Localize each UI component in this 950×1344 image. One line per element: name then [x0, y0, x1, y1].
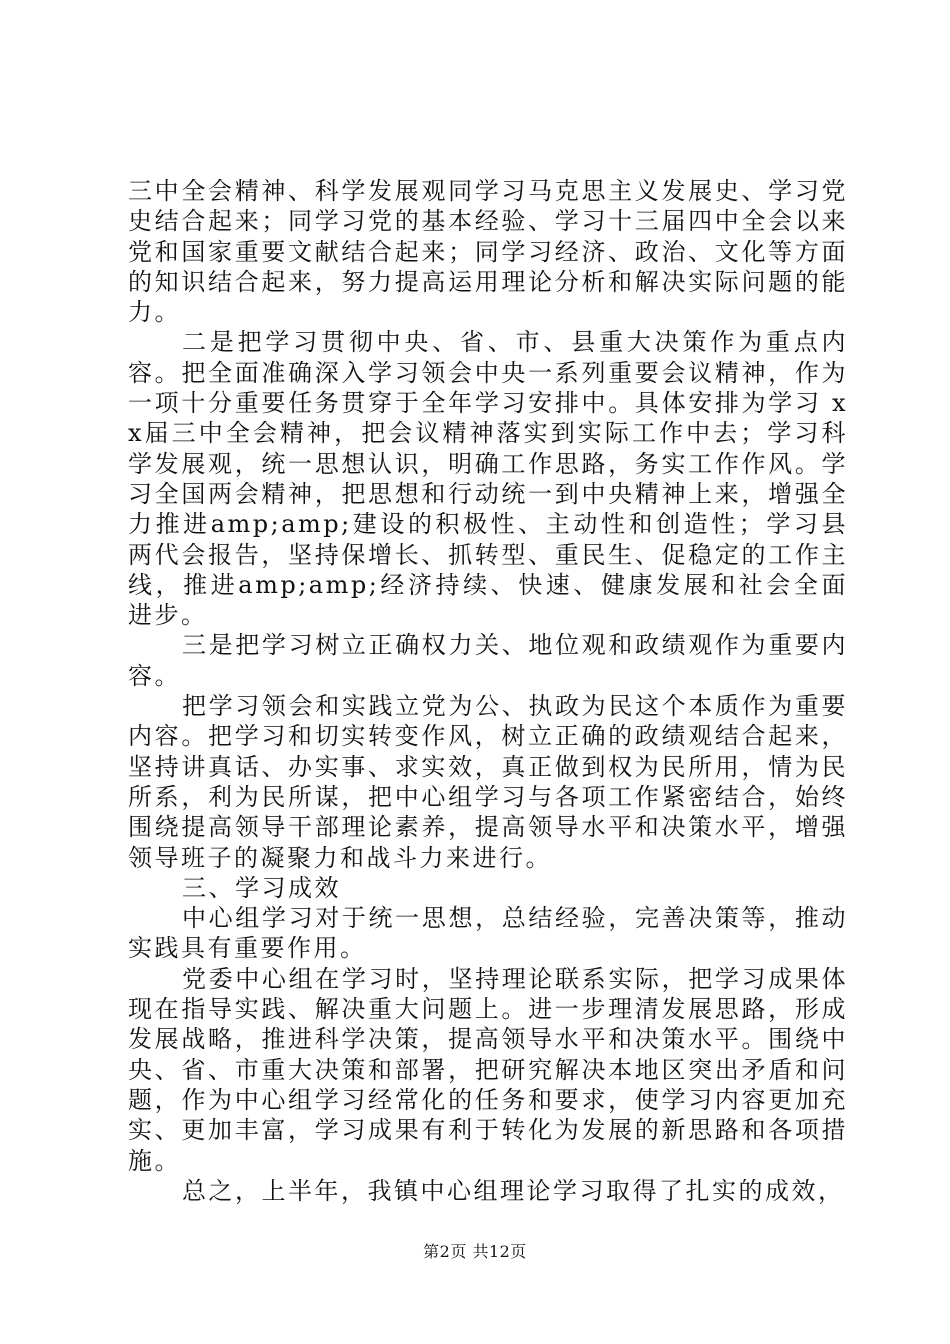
paragraph-1: 三中全会精神、科学发展观同学习马克思主义发展史、学习党史结合起来；同学习党的基本经验、学习十三届四中全会以来党和国家重要文献结合起来；同学习经济、政治、文化等方面的知识结合起来，努力提高运用理论分析和解决实际问题的能力。	[128, 177, 848, 327]
page-footer: 第2页 共12页	[423, 1242, 527, 1261]
paragraph-8: 总之，上半年，我镇中心组理论学习取得了扎实的成效，	[182, 1176, 845, 1205]
paragraph-3: 三是把学习树立正确权力关、地位观和政绩观作为重要内容。	[128, 631, 848, 690]
paragraph-6: 中心组学习对于统一思想，总结经验，完善决策等，推动实践具有重要作用。	[128, 904, 848, 963]
document-body	[128, 176, 848, 1206]
paragraph-4: 把学习领会和实践立党为公、执政为民这个本质作为重要内容。把学习和切实转变作风，树立正确的政绩观结合起来，坚持讲真话、办实事、求实效，真正做到权为民所用，情为民所系，利为民所谋，把中心组学习与各项工作紧密结合，始终围绕提高领导干部理论素养，提高领导水平和决策水平，增强领导班子的凝聚力和战斗力来进行。	[128, 692, 848, 872]
paragraph-7: 党委中心组在学习时，坚持理论联系实际，把学习成果体现在指导实践、解决重大问题上。进一步理清发展思路，形成发展战略，推进科学决策，提高领导水平和决策水平。围绕中央、省、市重大决策和部署，把研究解决本地区突出矛盾和问题，作为中心组学习经常化的任务和要求，使学习内容更加充实、更加丰富，学习成果有利于转化为发展的新思路和各项措施。	[128, 964, 848, 1175]
section-heading: 三、学习成效	[182, 873, 341, 902]
paragraph-2: 二是把学习贯彻中央、省、市、县重大决策作为重点内容。把全面准确深入学习领会中央一系列重要会议精神，作为一项十分重要任务贯穿于全年学习安排中。具体安排为学习 xx届三中全会精神，把会议精神落实到实际工作中去；学习科学发展观，统一思想认识，明确工作思路，务实工作作风。学习全国两会精神，把思想和行动统一到中央精神上来，增强全力推进amp;amp;建设的积极性、主动性和创造性；学习县两代会报告，坚持保增长、抓转型、重民生、促稳定的工作主线，推进amp;amp;经济持续、快速、健康发展和社会全面进步。	[128, 328, 848, 630]
